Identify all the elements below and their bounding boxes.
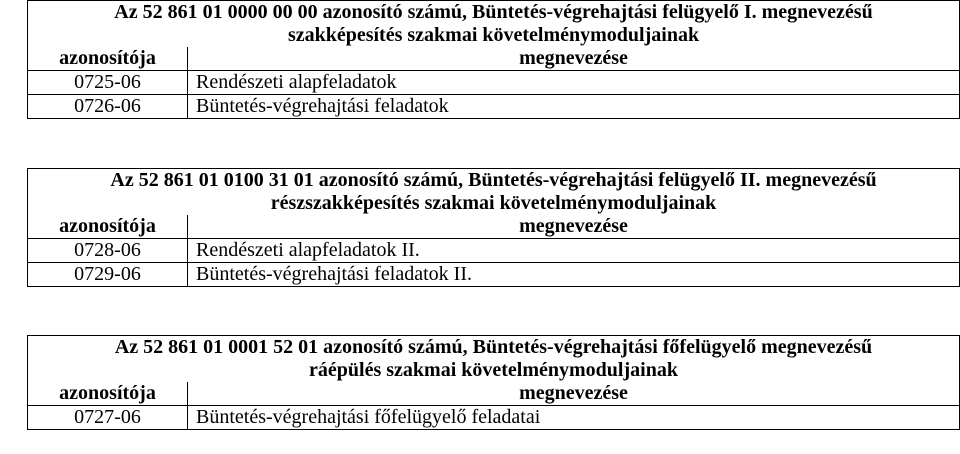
table-title-line2: részszakképesítés szakmai követelménymoduljainak <box>28 192 960 215</box>
table-title-line1: Az 52 861 01 0001 52 01 azonosító számú, Büntetés-végrehajtási főfelügyelő megnevezésű <box>28 336 960 360</box>
module-table-3 <box>27 335 959 430</box>
column-header-name: megnevezése <box>188 47 960 71</box>
module-table-1 <box>27 0 959 119</box>
module-id-cell: 0728-06 <box>28 239 188 263</box>
module-id-cell: 0726-06 <box>28 95 188 119</box>
column-header-id: azonosítója <box>28 215 188 239</box>
module-table-2 <box>27 168 959 287</box>
column-header-name: megnevezése <box>188 215 960 239</box>
table-row <box>28 239 960 263</box>
module-name-cell: Büntetés-végrehajtási feladatok II. <box>188 263 960 287</box>
module-id-cell: 0729-06 <box>28 263 188 287</box>
table-title-line1: Az 52 861 01 0100 31 01 azonosító számú, Büntetés-végrehajtási felügyelő II. megnevezésű <box>28 169 960 193</box>
module-name-cell: Büntetés-végrehajtási feladatok <box>188 95 960 119</box>
column-header-name: megnevezése <box>188 382 960 406</box>
module-id-cell: 0725-06 <box>28 71 188 95</box>
table-title-line2: ráépülés szakmai követelménymoduljainak <box>28 359 960 382</box>
column-header-id: azonosítója <box>28 382 188 406</box>
module-name-cell: Büntetés-végrehajtási főfelügyelő feladatai <box>188 406 960 430</box>
module-name-cell: Rendészeti alapfeladatok II. <box>188 239 960 263</box>
column-header-id: azonosítója <box>28 47 188 71</box>
table-title-line1: Az 52 861 01 0000 00 00 azonosító számú, Büntetés-végrehajtási felügyelő I. megnevezésű <box>28 1 960 25</box>
module-id-cell: 0727-06 <box>28 406 188 430</box>
table-title-line2: szakképesítés szakmai követelménymoduljainak <box>28 24 960 47</box>
table-row <box>28 406 960 430</box>
table-row <box>28 71 960 95</box>
module-name-cell: Rendészeti alapfeladatok <box>188 71 960 95</box>
table-row <box>28 95 960 119</box>
table-row <box>28 263 960 287</box>
